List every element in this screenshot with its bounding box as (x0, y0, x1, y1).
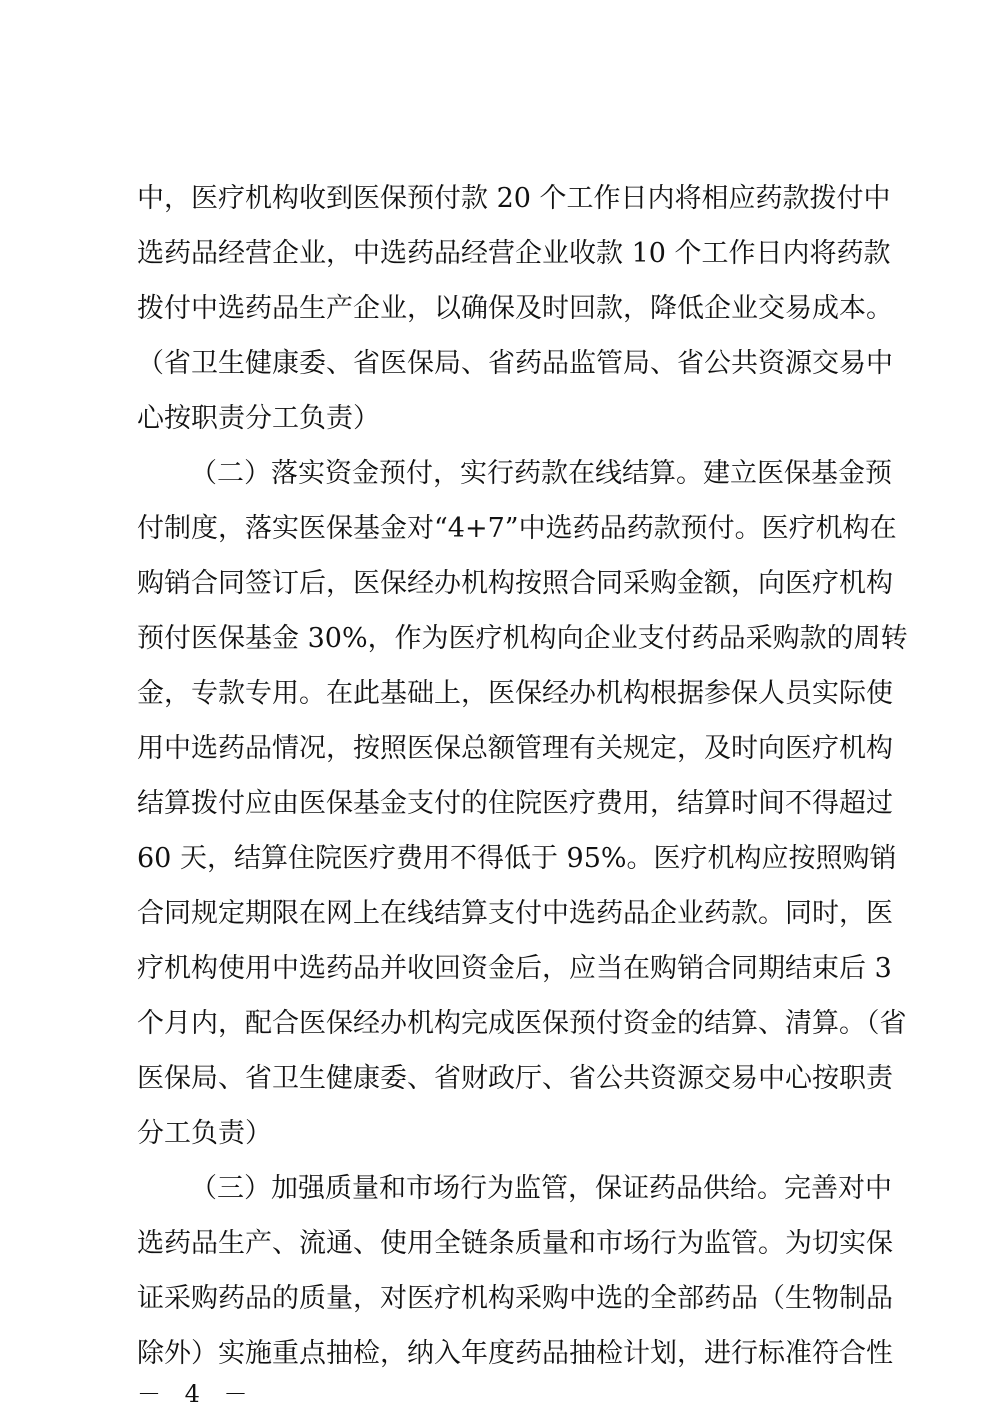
page-number: － 4 － (137, 1380, 256, 1408)
body-text-line: 用中选药品情况，按照医保总额管理有关规定，及时向医疗机构 (137, 733, 893, 764)
section-heading-line: （三）加强质量和市场行为监管，保证药品供给。完善对中 (190, 1173, 892, 1204)
body-text-line: 金，专款专用。在此基础上，医保经办机构根据参保人员实际使 (137, 678, 893, 709)
body-text-line: 疗机构使用中选药品并收回资金后，应当在购销合同期结束后 3 (137, 953, 892, 984)
body-text-line: 预付医保基金 30%，作为医疗机构向企业支付药品采购款的周转 (137, 623, 908, 654)
body-text-line: 证采购药品的质量，对医疗机构采购中选的全部药品（生物制品 (137, 1283, 893, 1314)
section-heading-line: （二）落实资金预付，实行药款在线结算。建立医保基金预 (190, 458, 892, 489)
body-text-line: （省卫生健康委、省医保局、省药品监管局、省公共资源交易中 (137, 348, 893, 379)
body-text-line: 结算拨付应由医保基金支付的住院医疗费用，结算时间不得超过 (137, 788, 893, 819)
body-text-line: 购销合同签订后，医保经办机构按照合同采购金额，向医疗机构 (137, 568, 893, 599)
body-text-line: 分工负责） (137, 1118, 272, 1149)
body-text-line: 个月内，配合医保经办机构完成医保预付资金的结算、清算。（省 (137, 1008, 907, 1039)
body-text-line: 60 天，结算住院医疗费用不得低于 95%。医疗机构应按照购销 (137, 843, 897, 874)
body-text-line: 除外）实施重点抽检，纳入年度药品抽检计划，进行标准符合性 (137, 1338, 893, 1369)
body-text-line: 心按职责分工负责） (137, 403, 380, 434)
body-text-line: 合同规定期限在网上在线结算支付中选药品企业药款。同时，医 (137, 898, 893, 929)
body-text-line: 拨付中选药品生产企业，以确保及时回款，降低企业交易成本。 (137, 293, 893, 324)
body-text-line: 中，医疗机构收到医保预付款 20 个工作日内将相应药款拨付中 (137, 183, 891, 214)
body-text-line: 医保局、省卫生健康委、省财政厅、省公共资源交易中心按职责 (137, 1063, 893, 1094)
body-text-line: 付制度，落实医保基金对“4+7”中选药品药款预付。医疗机构在 (137, 513, 897, 544)
body-text-line: 选药品经营企业，中选药品经营企业收款 10 个工作日内将药款 (137, 238, 891, 269)
body-text-line: 选药品生产、流通、使用全链条质量和市场行为监管。为切实保 (137, 1228, 893, 1259)
